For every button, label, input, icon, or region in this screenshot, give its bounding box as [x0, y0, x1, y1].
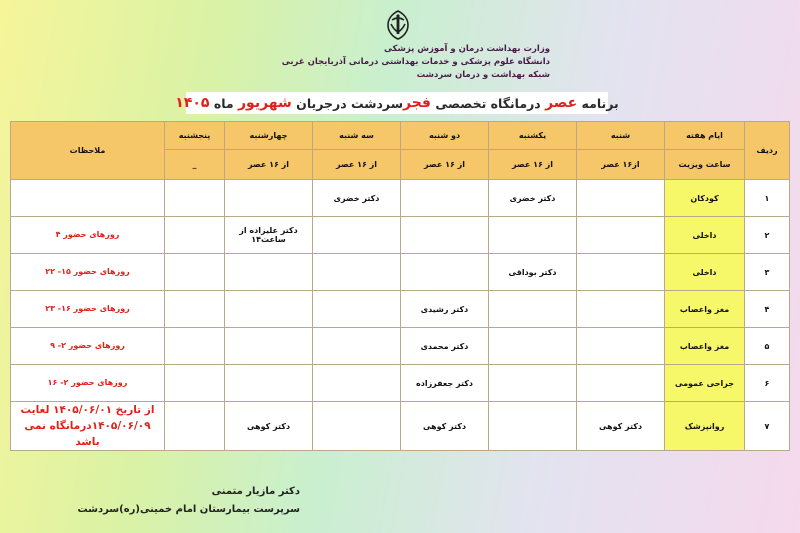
doctor-cell — [313, 254, 401, 291]
row-number: ۲ — [745, 217, 790, 254]
doctor-cell — [165, 217, 225, 254]
notes-cell — [11, 217, 165, 254]
doctor-cell — [401, 217, 489, 254]
doctor-cell — [313, 365, 401, 402]
notes-cell — [11, 180, 165, 217]
clinic-name: مغز واعصاب — [665, 328, 745, 365]
doctor-cell — [313, 328, 401, 365]
header-day: چهارشنبه — [225, 122, 313, 150]
doctor-cell — [165, 254, 225, 291]
header-hour: از ۱۶ عصر — [313, 150, 401, 180]
notes-cell — [11, 328, 165, 365]
notes-cell — [11, 254, 165, 291]
doctor-cell — [489, 328, 577, 365]
doctor-cell — [577, 365, 665, 402]
schedule-table — [10, 121, 790, 451]
doctor-cell — [489, 365, 577, 402]
header-weekdays: ایام هفته — [665, 122, 745, 150]
header-hour: از ۱۶ عصر — [489, 150, 577, 180]
row-number: ۶ — [745, 365, 790, 402]
notes-cell — [11, 291, 165, 328]
university-line: دانشگاه علوم پزشکی و خدمات بهداشتی درمانی آذربایجان غربی — [281, 57, 550, 67]
doctor-cell — [225, 291, 313, 328]
doctor-cell — [489, 291, 577, 328]
doctor-cell: دکتر رشیدی — [401, 291, 489, 328]
row-number: ۴ — [745, 291, 790, 328]
table-row — [11, 217, 790, 254]
clinic-name: داخلی — [665, 217, 745, 254]
signature-name: دکتر مازیار متمنی — [211, 486, 300, 497]
header-day: شنبه — [577, 122, 665, 150]
clinic-name: مغز واعصاب — [665, 291, 745, 328]
doctor-cell: دکتر بوداقی — [489, 254, 577, 291]
clinic-name: روانپزشک — [665, 402, 745, 451]
network-line: شبکه بهداشت و درمان سردشت — [416, 70, 550, 80]
notes-cell — [11, 365, 165, 402]
doctor-cell — [577, 291, 665, 328]
table-row — [11, 402, 790, 451]
table-row — [11, 328, 790, 365]
note-line: از تاریخ ۱۴۰۵/۰۶/۰۱ لغایت — [20, 404, 155, 416]
note-line: روزهای حضور ۴ — [55, 230, 120, 239]
table-row — [11, 180, 790, 217]
doctor-cell: دکتر کوهی — [401, 402, 489, 451]
doctor-cell — [225, 328, 313, 365]
doctor-cell — [577, 217, 665, 254]
title-part1: برنامه — [581, 95, 619, 111]
doctor-cell: دکتر علیزاده از ساعت۱۴ — [225, 217, 313, 254]
header-hour: _ — [165, 150, 225, 180]
doctor-cell — [577, 328, 665, 365]
doctor-cell — [489, 402, 577, 451]
note-line: روزهای حضور ۱۶- ۲۳ — [45, 304, 130, 313]
doctor-cell — [165, 402, 225, 451]
ministry-line: وزارت بهداشت درمان و آموزش پزشکی — [383, 44, 550, 54]
title-part3: سردشت درجریان — [296, 95, 403, 111]
doctor-cell — [489, 217, 577, 254]
doctor-cell — [313, 217, 401, 254]
title-word-fajr: فجر — [402, 95, 431, 111]
doctor-cell — [165, 180, 225, 217]
notes-cell — [11, 402, 165, 451]
doctor-cell: دکتر محمدی — [401, 328, 489, 365]
title-month: شهریور — [238, 95, 292, 111]
note-line: روزهای حضور ۲- ۱۶ — [47, 378, 128, 387]
doctor-cell — [313, 402, 401, 451]
title-part2: درمانگاه تخصصی — [435, 95, 541, 111]
clinic-name: جراحی عمومی — [665, 365, 745, 402]
title-year: ۱۴۰۵ — [175, 95, 210, 111]
header-row-number: ردیف — [745, 122, 790, 180]
doctor-cell: دکتر خضری — [489, 180, 577, 217]
row-number: ۷ — [745, 402, 790, 451]
table-row — [11, 365, 790, 402]
signature-position: سرپرست بیمارستان امام خمینی(ره)سردشت — [77, 504, 300, 515]
header-day: دو شنبه — [401, 122, 489, 150]
clinic-name: کودکان — [665, 180, 745, 217]
note-line: ۱۴۰۵/۰۶/۰۹درمانگاه نمی باشد — [24, 420, 151, 448]
doctor-cell — [165, 291, 225, 328]
row-number: ۳ — [745, 254, 790, 291]
header-day: سه شنبه — [313, 122, 401, 150]
note-line: روزهای حضور ۲- ۹ — [50, 341, 125, 350]
title-part4: ماه — [213, 95, 234, 111]
doctor-cell — [225, 254, 313, 291]
title-word-asr: عصر — [545, 95, 578, 111]
doctor-cell — [225, 365, 313, 402]
page-title — [175, 92, 619, 114]
header-day: پنجشنبه — [165, 122, 225, 150]
ministry-emblem-icon — [383, 10, 413, 40]
row-number: ۵ — [745, 328, 790, 365]
note-line: روزهای حضور ۱۵- ۲۲ — [45, 267, 130, 276]
doctor-cell — [165, 365, 225, 402]
doctor-cell: دکتر خضری — [313, 180, 401, 217]
doctor-cell — [577, 180, 665, 217]
header-notes: ملاحظات — [11, 122, 165, 180]
doctor-cell — [165, 328, 225, 365]
row-number: ۱ — [745, 180, 790, 217]
doctor-cell: دکتر جعفرزاده — [401, 365, 489, 402]
doctor-cell — [401, 254, 489, 291]
table-row — [11, 291, 790, 328]
doctor-cell — [225, 180, 313, 217]
table-row — [11, 254, 790, 291]
doctor-cell — [577, 254, 665, 291]
doctor-cell: دکتر کوهی — [577, 402, 665, 451]
header-visit-hours: ساعت ویزیت — [665, 150, 745, 180]
clinic-name: داخلی — [665, 254, 745, 291]
header-day: یکشنبه — [489, 122, 577, 150]
doctor-cell: دکتر کوهی — [225, 402, 313, 451]
doctor-cell — [313, 291, 401, 328]
header-hour: از۱۶ عصر — [577, 150, 665, 180]
header-hour: از ۱۶ عصر — [401, 150, 489, 180]
doctor-cell — [401, 180, 489, 217]
header-hour: از ۱۶ عصر — [225, 150, 313, 180]
